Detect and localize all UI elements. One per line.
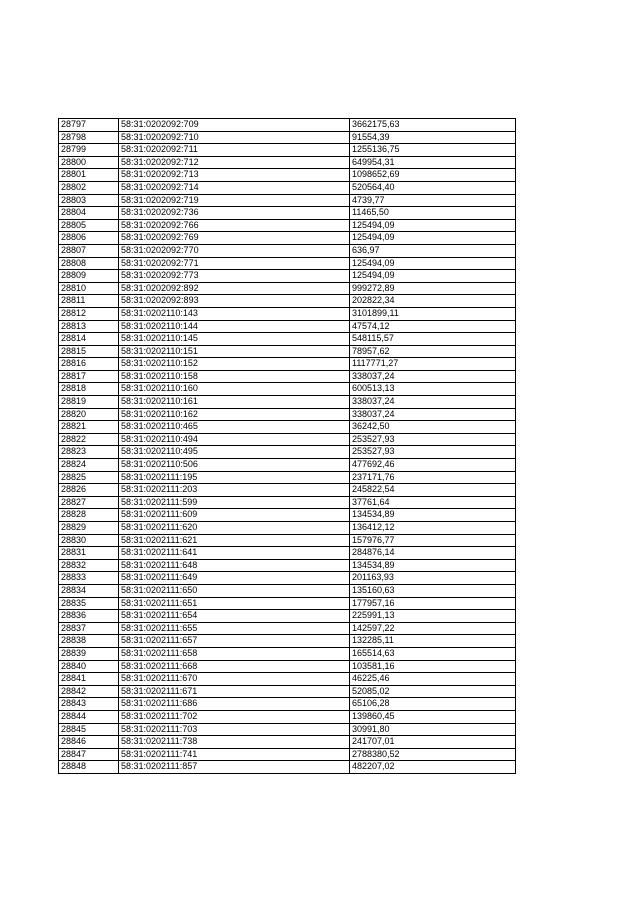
cadastral-number-cell: 58:31:0202111:650	[119, 584, 350, 597]
value-cell: 125494,09	[350, 270, 516, 283]
table-row	[59, 244, 516, 257]
table-row	[59, 584, 516, 597]
value-cell: 338037,24	[350, 408, 516, 421]
row-number-cell: 28839	[59, 647, 119, 660]
cadastral-number-cell: 58:31:0202111:654	[119, 610, 350, 623]
row-number-cell: 28808	[59, 257, 119, 270]
cadastral-number-cell: 58:31:0202092:711	[119, 144, 350, 157]
value-cell: 3101899,11	[350, 307, 516, 320]
row-number-cell: 28845	[59, 723, 119, 736]
table-row	[59, 559, 516, 572]
value-cell: 136412,12	[350, 522, 516, 535]
cadastral-number-cell: 58:31:0202092:770	[119, 244, 350, 257]
cadastral-number-cell: 58:31:0202110:161	[119, 396, 350, 409]
cadastral-number-cell: 58:31:0202111:620	[119, 522, 350, 535]
row-number-cell: 28835	[59, 597, 119, 610]
row-number-cell: 28847	[59, 748, 119, 761]
cadastral-number-cell: 58:31:0202111:670	[119, 673, 350, 686]
row-number-cell: 28818	[59, 383, 119, 396]
table-row	[59, 169, 516, 182]
table-row	[59, 761, 516, 774]
row-number-cell: 28843	[59, 698, 119, 711]
table-row	[59, 723, 516, 736]
row-number-cell: 28822	[59, 433, 119, 446]
cadastral-number-cell: 58:31:0202111:641	[119, 547, 350, 560]
cadastral-number-cell: 58:31:0202111:738	[119, 736, 350, 749]
value-cell: 103581,16	[350, 660, 516, 673]
row-number-cell: 28798	[59, 131, 119, 144]
row-number-cell: 28817	[59, 370, 119, 383]
row-number-cell: 28834	[59, 584, 119, 597]
value-cell: 132285,11	[350, 635, 516, 648]
cadastral-number-cell: 58:31:0202092:714	[119, 181, 350, 194]
value-cell: 46225,46	[350, 673, 516, 686]
row-number-cell: 28813	[59, 320, 119, 333]
table-row	[59, 660, 516, 673]
cadastral-number-cell: 58:31:0202111:599	[119, 496, 350, 509]
value-cell: 135160,63	[350, 584, 516, 597]
row-number-cell: 28823	[59, 446, 119, 459]
value-cell: 600513,13	[350, 383, 516, 396]
cadastral-number-cell: 58:31:0202110:152	[119, 358, 350, 371]
row-number-cell: 28812	[59, 307, 119, 320]
row-number-cell: 28827	[59, 496, 119, 509]
table-row	[59, 370, 516, 383]
cadastral-number-cell: 58:31:0202111:621	[119, 534, 350, 547]
table-row	[59, 295, 516, 308]
cadastral-number-cell: 58:31:0202110:465	[119, 421, 350, 434]
cadastral-number-cell: 58:31:0202092:892	[119, 282, 350, 295]
cadastral-number-cell: 58:31:0202111:668	[119, 660, 350, 673]
value-cell: 201163,93	[350, 572, 516, 585]
table-row	[59, 181, 516, 194]
row-number-cell: 28820	[59, 408, 119, 421]
row-number-cell: 28836	[59, 610, 119, 623]
value-cell: 157976,77	[350, 534, 516, 547]
value-cell: 225991,13	[350, 610, 516, 623]
value-cell: 649954,31	[350, 156, 516, 169]
value-cell: 52085,02	[350, 685, 516, 698]
row-number-cell: 28846	[59, 736, 119, 749]
table-row	[59, 459, 516, 472]
cadastral-number-cell: 58:31:0202111:857	[119, 761, 350, 774]
table-row	[59, 622, 516, 635]
table-row	[59, 320, 516, 333]
row-number-cell: 28830	[59, 534, 119, 547]
value-cell: 2788380,52	[350, 748, 516, 761]
cadastral-number-cell: 58:31:0202092:773	[119, 270, 350, 283]
table-row	[59, 270, 516, 283]
table-row	[59, 282, 516, 295]
value-cell: 999272,89	[350, 282, 516, 295]
value-cell: 241707,01	[350, 736, 516, 749]
table-row	[59, 232, 516, 245]
row-number-cell: 28831	[59, 547, 119, 560]
value-cell: 548115,57	[350, 333, 516, 346]
row-number-cell: 28824	[59, 459, 119, 472]
value-cell: 11465,50	[350, 207, 516, 220]
table-row	[59, 509, 516, 522]
row-number-cell: 28832	[59, 559, 119, 572]
value-cell: 202822,34	[350, 295, 516, 308]
value-cell: 1255136,75	[350, 144, 516, 157]
row-number-cell: 28801	[59, 169, 119, 182]
row-number-cell: 28841	[59, 673, 119, 686]
row-number-cell: 28814	[59, 333, 119, 346]
table-row	[59, 131, 516, 144]
table-body	[59, 119, 516, 774]
row-number-cell: 28826	[59, 484, 119, 497]
row-number-cell: 28799	[59, 144, 119, 157]
cadastral-number-cell: 58:31:0202110:506	[119, 459, 350, 472]
table-row	[59, 496, 516, 509]
table-row	[59, 333, 516, 346]
row-number-cell: 28833	[59, 572, 119, 585]
row-number-cell: 28825	[59, 471, 119, 484]
table-row	[59, 736, 516, 749]
value-cell: 78957,62	[350, 345, 516, 358]
cadastral-number-cell: 58:31:0202111:195	[119, 471, 350, 484]
value-cell: 36242,50	[350, 421, 516, 434]
row-number-cell: 28806	[59, 232, 119, 245]
cadastral-number-cell: 58:31:0202111:686	[119, 698, 350, 711]
row-number-cell: 28842	[59, 685, 119, 698]
cadastral-number-cell: 58:31:0202111:657	[119, 635, 350, 648]
value-cell: 125494,09	[350, 232, 516, 245]
table-row	[59, 156, 516, 169]
row-number-cell: 28844	[59, 710, 119, 723]
cadastral-number-cell: 58:31:0202111:671	[119, 685, 350, 698]
table-row	[59, 635, 516, 648]
value-cell: 253527,93	[350, 433, 516, 446]
cadastral-number-cell: 58:31:0202110:162	[119, 408, 350, 421]
value-cell: 477692,46	[350, 459, 516, 472]
cadastral-number-cell: 58:31:0202111:702	[119, 710, 350, 723]
cadastral-number-cell: 58:31:0202092:766	[119, 219, 350, 232]
value-cell: 65106,28	[350, 698, 516, 711]
cadastral-number-cell: 58:31:0202110:494	[119, 433, 350, 446]
cadastral-number-cell: 58:31:0202092:893	[119, 295, 350, 308]
row-number-cell: 28828	[59, 509, 119, 522]
value-cell: 134534,89	[350, 509, 516, 522]
row-number-cell: 28809	[59, 270, 119, 283]
row-number-cell: 28840	[59, 660, 119, 673]
value-cell: 636,97	[350, 244, 516, 257]
value-cell: 520564,40	[350, 181, 516, 194]
value-cell: 4739,77	[350, 194, 516, 207]
table-row	[59, 408, 516, 421]
row-number-cell: 28837	[59, 622, 119, 635]
table-row	[59, 257, 516, 270]
value-cell: 177957,16	[350, 597, 516, 610]
row-number-cell: 28810	[59, 282, 119, 295]
cadastral-number-cell: 58:31:0202092:712	[119, 156, 350, 169]
cadastral-number-cell: 58:31:0202092:769	[119, 232, 350, 245]
value-cell: 37761,64	[350, 496, 516, 509]
value-cell: 253527,93	[350, 446, 516, 459]
row-number-cell: 28800	[59, 156, 119, 169]
table-row	[59, 685, 516, 698]
cadastral-number-cell: 58:31:0202110:151	[119, 345, 350, 358]
table-row	[59, 345, 516, 358]
table-row	[59, 358, 516, 371]
row-number-cell: 28811	[59, 295, 119, 308]
table-row	[59, 597, 516, 610]
row-number-cell: 28815	[59, 345, 119, 358]
value-cell: 338037,24	[350, 396, 516, 409]
value-cell: 30991,80	[350, 723, 516, 736]
row-number-cell: 28803	[59, 194, 119, 207]
table-row	[59, 144, 516, 157]
value-cell: 237171,76	[350, 471, 516, 484]
value-cell: 165514,63	[350, 647, 516, 660]
table-row	[59, 534, 516, 547]
value-cell: 125494,09	[350, 257, 516, 270]
cadastral-number-cell: 58:31:0202111:703	[119, 723, 350, 736]
cadastral-number-cell: 58:31:0202092:736	[119, 207, 350, 220]
table-row	[59, 484, 516, 497]
cadastral-number-cell: 58:31:0202110:160	[119, 383, 350, 396]
table-row	[59, 748, 516, 761]
row-number-cell: 28805	[59, 219, 119, 232]
cadastral-number-cell: 58:31:0202110:145	[119, 333, 350, 346]
value-cell: 91554,39	[350, 131, 516, 144]
table-row	[59, 471, 516, 484]
table-row	[59, 307, 516, 320]
table-row	[59, 698, 516, 711]
cadastral-number-cell: 58:31:0202111:609	[119, 509, 350, 522]
cadastral-number-cell: 58:31:0202092:771	[119, 257, 350, 270]
row-number-cell: 28797	[59, 119, 119, 132]
cadastral-number-cell: 58:31:0202111:648	[119, 559, 350, 572]
table-row	[59, 383, 516, 396]
value-cell: 125494,09	[350, 219, 516, 232]
value-cell: 338037,24	[350, 370, 516, 383]
data-table	[58, 118, 516, 774]
row-number-cell: 28829	[59, 522, 119, 535]
table-row	[59, 522, 516, 535]
table-row	[59, 421, 516, 434]
cadastral-number-cell: 58:31:0202092:713	[119, 169, 350, 182]
cadastral-number-cell: 58:31:0202110:495	[119, 446, 350, 459]
cadastral-number-cell: 58:31:0202111:658	[119, 647, 350, 660]
value-cell: 245822,54	[350, 484, 516, 497]
cadastral-number-cell: 58:31:0202110:158	[119, 370, 350, 383]
table-row	[59, 194, 516, 207]
value-cell: 284876,14	[350, 547, 516, 560]
row-number-cell: 28816	[59, 358, 119, 371]
cadastral-number-cell: 58:31:0202092:710	[119, 131, 350, 144]
value-cell: 134534,89	[350, 559, 516, 572]
cadastral-number-cell: 58:31:0202111:203	[119, 484, 350, 497]
table-row	[59, 572, 516, 585]
cadastral-number-cell: 58:31:0202110:143	[119, 307, 350, 320]
table-row	[59, 710, 516, 723]
table-row	[59, 219, 516, 232]
cadastral-number-cell: 58:31:0202092:709	[119, 119, 350, 132]
row-number-cell: 28819	[59, 396, 119, 409]
cadastral-number-cell: 58:31:0202111:649	[119, 572, 350, 585]
table-row	[59, 673, 516, 686]
table-row	[59, 207, 516, 220]
row-number-cell: 28821	[59, 421, 119, 434]
table-row	[59, 433, 516, 446]
row-number-cell: 28848	[59, 761, 119, 774]
value-cell: 47574,12	[350, 320, 516, 333]
row-number-cell: 28838	[59, 635, 119, 648]
table-row	[59, 396, 516, 409]
document-page	[58, 118, 515, 774]
value-cell: 1098652,69	[350, 169, 516, 182]
table-row	[59, 647, 516, 660]
cadastral-number-cell: 58:31:0202111:655	[119, 622, 350, 635]
row-number-cell: 28807	[59, 244, 119, 257]
table-row	[59, 610, 516, 623]
cadastral-number-cell: 58:31:0202111:741	[119, 748, 350, 761]
row-number-cell: 28804	[59, 207, 119, 220]
table-row	[59, 119, 516, 132]
value-cell: 142597,22	[350, 622, 516, 635]
value-cell: 3662175,63	[350, 119, 516, 132]
table-row	[59, 446, 516, 459]
value-cell: 482207,02	[350, 761, 516, 774]
cadastral-number-cell: 58:31:0202092:719	[119, 194, 350, 207]
row-number-cell: 28802	[59, 181, 119, 194]
value-cell: 139860,45	[350, 710, 516, 723]
value-cell: 1117771,27	[350, 358, 516, 371]
cadastral-number-cell: 58:31:0202111:651	[119, 597, 350, 610]
cadastral-number-cell: 58:31:0202110:144	[119, 320, 350, 333]
table-row	[59, 547, 516, 560]
